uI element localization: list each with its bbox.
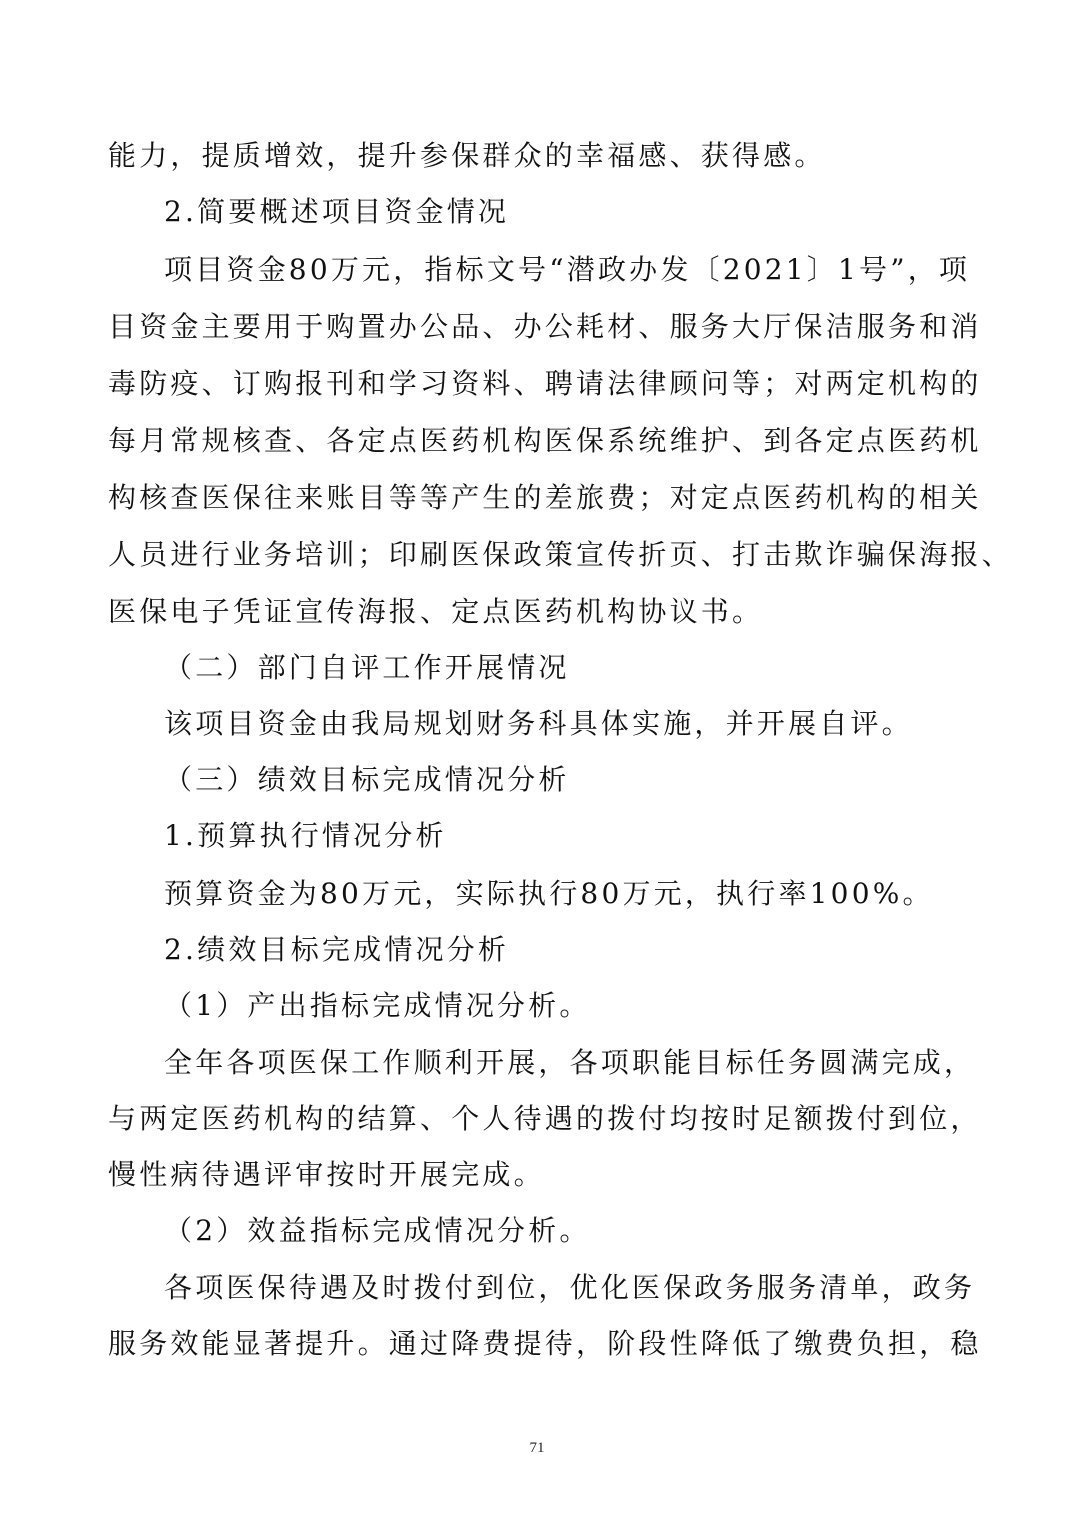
text-line: 毒防疫、订购报刊和学习资料、聘请法律顾问等；对两定机构的 (108, 367, 982, 400)
text-line: 服务效能显著提升。通过降费提待，阶段性降低了缴费负担，稳 (108, 1327, 982, 1360)
text-line: 构核查医保往来账目等等产生的差旅费；对定点医药机构的相关 (108, 481, 982, 514)
text-line: 该项目资金由我局规划财务科具体实施，并开展自评。 (164, 707, 913, 740)
text-line: 全年各项医保工作顺利开展，各项职能目标任务圆满完成， (164, 1046, 976, 1079)
section-heading: 2.简要概述项目资金情况 (164, 195, 510, 228)
section-heading: （1）产出指标完成情况分析。 (164, 989, 591, 1022)
text-line: 各项医保待遇及时拨付到位，优化医保政务服务清单，政务 (164, 1271, 976, 1304)
text-line: 目资金主要用于购置办公品、办公耗材、服务大厅保洁服务和消 (108, 310, 982, 343)
text-line: 能力，提质增效，提升参保群众的幸福感、获得感。 (108, 139, 826, 172)
section-heading: （三）绩效目标完成情况分析 (164, 763, 570, 796)
text-line: 医保电子凭证宣传海报、定点医药机构协议书。 (108, 595, 764, 628)
section-heading: 1.预算执行情况分析 (164, 819, 447, 852)
section-heading: （二）部门自评工作开展情况 (164, 651, 570, 684)
section-heading: 2.绩效目标完成情况分析 (164, 933, 510, 966)
section-heading: （2）效益指标完成情况分析。 (164, 1214, 591, 1247)
text-line: 人员进行业务培训；印刷医保政策宣传折页、打击欺诈骗保海报、 (108, 538, 1013, 571)
text-line: 慢性病待遇评审按时开展完成。 (108, 1158, 545, 1191)
text-line: 预算资金为80万元，实际执行80万元，执行率100%。 (164, 877, 934, 910)
page-number: 71 (529, 1440, 545, 1456)
text-line: 与两定医药机构的结算、个人待遇的拨付均按时足额拨付到位， (108, 1102, 982, 1135)
text-line: 项目资金80万元，指标文号“潜政办发〔2021〕1号”，项 (164, 253, 971, 286)
text-line: 每月常规核查、各定点医药机构医保系统维护、到各定点医药机 (108, 424, 982, 457)
